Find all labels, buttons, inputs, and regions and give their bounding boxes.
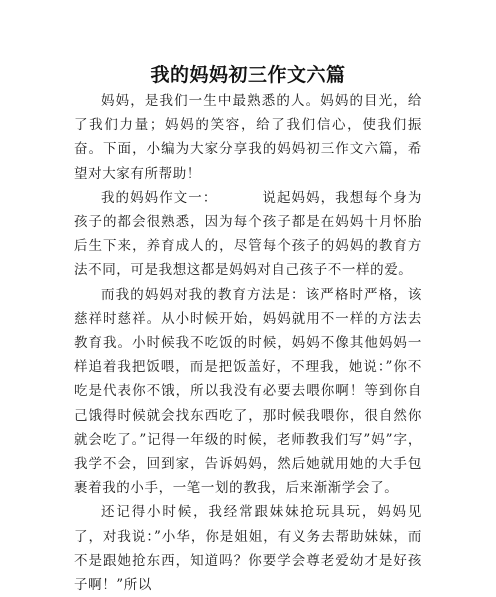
- document-title: 我的妈妈初三作文六篇: [150, 64, 346, 86]
- essay1-paragraph-3: 还记得小时候，我经常跟妹妹抢玩具玩，妈妈见了，对我说：”小华，你是姐姐，有义务去帮助妹妹，而不是跟她抢东西，知道吗？你要学会尊老爱幼才是好孩子啊！”所以: [74, 504, 422, 594]
- document-body: [74, 89, 422, 597]
- intro-paragraph: 妈妈，是我们一生中最熟悉的人。妈妈的目光，给了我们力量；妈妈的笑容，给了我们信心，使我们振奋。下面，小编为大家分享我的妈妈初三作文六篇，希望对大家有所帮助！: [74, 93, 422, 182]
- essay1-paragraph-2: 而我的妈妈对我的教育方法是：该严格时严格，该慈祥时慈祥。从小时候开始，妈妈就用不一样的方法去教育我。小时候我不吃饭的时候，妈妈不像其他妈妈一样追着我把饭喂，而是把饭盖好，不理我，她说：”你不吃是代表你不饿，所以我没有必要去喂你啊！等到你自己饿得时候就会找东西吃了，那时候我喂你，很自然你就会吃了。”记得一年级的时候，老师教我们写”妈”字，我学不会，回到家，告诉妈妈，然后她就用她的大手包裹着我的小手，一笔一划的教我，后来渐渐学会了。: [74, 286, 422, 497]
- essay1-label: 我的妈妈作文一：: [101, 189, 218, 206]
- essay1-first-paragraph: [74, 186, 422, 283]
- essay1-paragraph-1: 说起妈妈，我想每个身为孩子的都会很熟悉，因为每个孩子都是在妈妈十月怀胎后生下来，养育成人的，尽管每个孩子的妈妈的教育方法不同，可是我想这都是妈妈对自己孩子不一样的爱。: [74, 189, 422, 279]
